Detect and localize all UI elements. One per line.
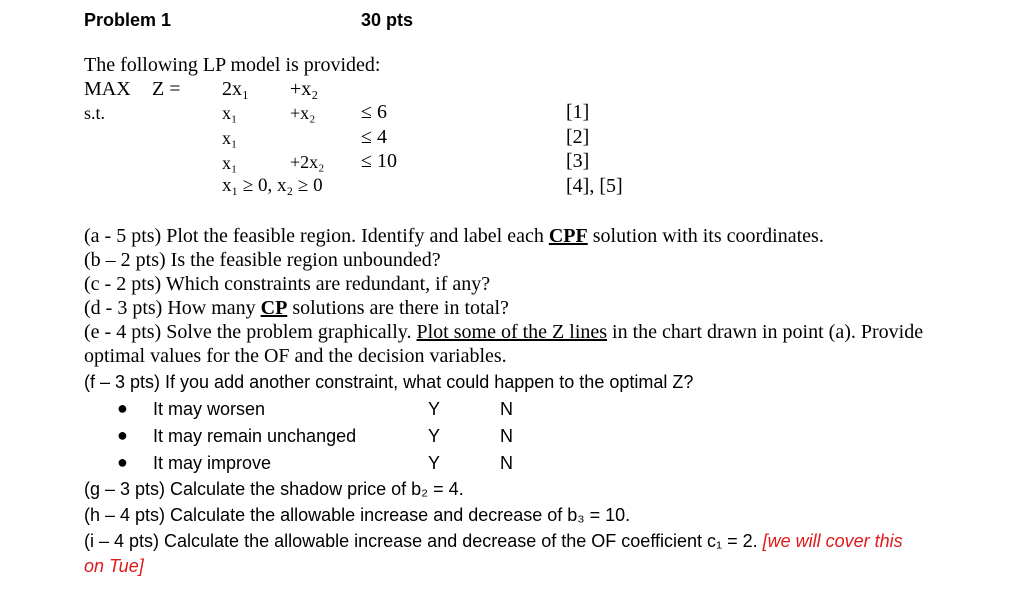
c2-rhs: ≤ 4 [361, 126, 387, 148]
bullet-icon: ● [117, 398, 128, 418]
problem-title: Problem 1 [84, 10, 172, 30]
problem-points: 30 pts [361, 10, 414, 30]
option-improve-yes: Y [428, 453, 441, 473]
c3-tag: [3] [566, 150, 590, 172]
question-c: (c - 2 pts) Which constraints are redundant, if any? [84, 273, 491, 295]
question-e: (e - 4 pts) Solve the problem graphically. Plot some of the Z lines in the chart drawn in point (a). Provide [84, 321, 924, 343]
question-g: (g – 3 pts) Calculate the shadow price of b₂ = 4. [84, 479, 464, 499]
c1-term1: x₁ [222, 103, 238, 123]
c1-term2: +x₂ [290, 103, 316, 123]
objective-z: Z = [152, 78, 181, 100]
c3-term1: x₁ [222, 153, 238, 173]
option-worsen-yes: Y [428, 399, 441, 419]
cpf-term: CPF [548, 225, 588, 247]
question-f: (f – 3 pts) If you add another constraint, what could happen to the optimal Z? [84, 372, 694, 392]
objective-term1: 2x₁ [222, 78, 249, 100]
option-unchanged-no: N [500, 426, 513, 446]
question-e-line2: optimal values for the OF and the decision variables. [84, 345, 507, 367]
option-unchanged-label: It may remain unchanged [153, 426, 357, 446]
cover-note: [we will cover this [762, 531, 903, 551]
c3-term2: +2x₂ [290, 152, 325, 172]
c1-rhs: ≤ 6 [361, 101, 387, 123]
question-h: (h – 4 pts) Calculate the allowable increase and decrease of b₃ = 10. [84, 505, 631, 525]
option-worsen-no: N [500, 399, 513, 419]
question-i: (i – 4 pts) Calculate the allowable increase and decrease of the OF coefficient c₁ = 2. [we will cover this [84, 531, 903, 551]
question-a: (a - 5 pts) Plot the feasible region. Identify and label each CPF solution with its coordinates. [84, 225, 824, 247]
c2-tag: [2] [566, 126, 590, 148]
option-improve-label: It may improve [153, 453, 272, 473]
objective-term2: +x₂ [290, 78, 319, 100]
cover-note-line2: on Tue] [84, 556, 144, 576]
z-lines-emphasis: Plot some of the Z lines [416, 321, 608, 343]
option-unchanged-yes: Y [428, 426, 441, 446]
c1-tag: [1] [566, 101, 590, 123]
c3-rhs: ≤ 10 [361, 150, 397, 172]
bullet-icon: ● [117, 425, 128, 445]
st-label: s.t. [84, 103, 106, 123]
option-worsen-label: It may worsen [153, 399, 266, 419]
question-d: (d - 3 pts) How many CP solutions are there in total? [84, 297, 509, 319]
intro-text: The following LP model is provided: [84, 54, 381, 76]
nonneg-constraint: x₁ ≥ 0, x₂ ≥ 0 [222, 175, 323, 196]
bullet-icon: ● [117, 452, 128, 472]
nonneg-tag: [4], [5] [566, 175, 623, 197]
option-improve-no: N [500, 453, 513, 473]
cp-term: CP [260, 297, 288, 319]
objective-label: MAX [84, 78, 131, 100]
question-b: (b – 2 pts) Is the feasible region unbounded? [84, 249, 441, 271]
c2-term1: x₁ [222, 128, 238, 148]
